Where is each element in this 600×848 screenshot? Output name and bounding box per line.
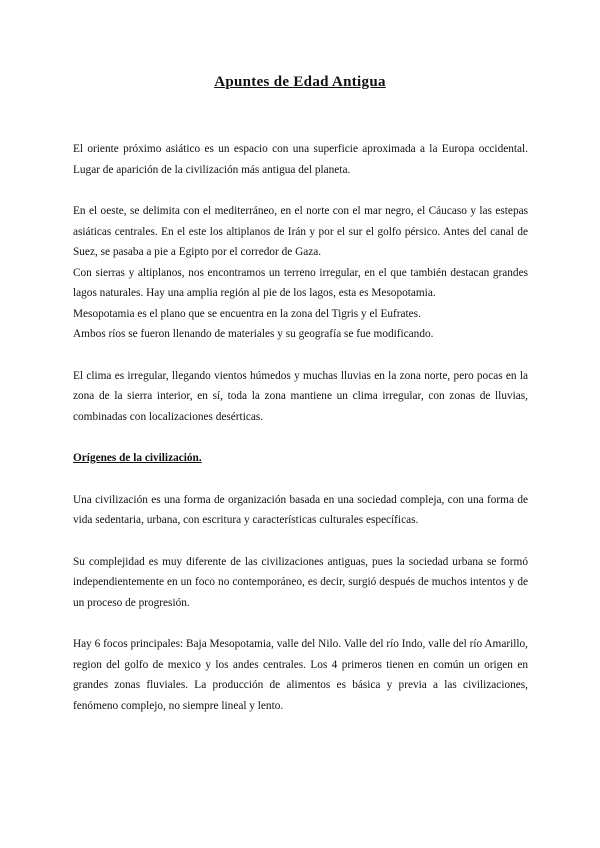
paragraph-complexity: Su complejidad es muy diferente de las civilizaciones antiguas, pues la sociedad urbana se formó independientemente en un foco no contemporáneo, es decir, surgió después de muchos intentos y de un proceso de progresión. [73, 555, 528, 609]
document-body [73, 139, 528, 737]
document-title: Apuntes de Edad Antigua [214, 74, 386, 90]
paragraph-climate: El clima es irregular, llegando vientos húmedos y muchas lluvias en la zona norte, pero pocas en la zona de la sierra interior, en sí, toda la zona mantiene un clima irregular, con zonas de lluvias, combinadas con localizaciones desérticas. [73, 369, 528, 423]
paragraph-rivers: Ambos ríos se fueron llenando de materiales y su geografía se fue modificando. [73, 328, 434, 340]
paragraph-civilization-definition: Una civilización es una forma de organización basada en una sociedad compleja, con una forma de vida sedentaria, urbana, con escritura y características culturales específicas. [73, 493, 528, 526]
paragraph-terrain: Con sierras y altiplanos, nos encontramos un terreno irregular, en el que también destacan grandes lagos naturales. Hay una amplia región al pie de los lagos, esta es Mesopotamia. [73, 266, 528, 299]
section-heading-origins: Orígenes de la civilización. [73, 452, 202, 464]
paragraph-intro: El oriente próximo asiático es un espacio con una superficie aproximada a la Europa occidental. Lugar de aparición de la civilización más antigua del planeta. [73, 143, 528, 176]
paragraph-borders: En el oeste, se delimita con el mediterráneo, en el norte con el mar negro, el Cáucaso y las estepas asiáticas centrales. En el este los altiplanos de Irán y por el sur el golfo pérsico. Antes del canal de Suez, se pasaba a pie a Egipto por el corredor de Gaza. [73, 205, 528, 258]
paragraph-mesopotamia: Mesopotamia es el plano que se encuentra en la zona del Tigris y el Eufrates. [73, 307, 421, 320]
paragraph-main-focuses: Hay 6 focos principales: Baja Mesopotamia, valle del Nilo. Valle del río Indo, valle del río Amarillo, region del golfo de mexico y los andes centrales. Los 4 primeros tienen en común un origen en grandes zonas fluviales. La producción de alimentos es básica y previa a las civilizaciones, fenómeno complejo, no siempre lineal y lento. [73, 638, 528, 712]
